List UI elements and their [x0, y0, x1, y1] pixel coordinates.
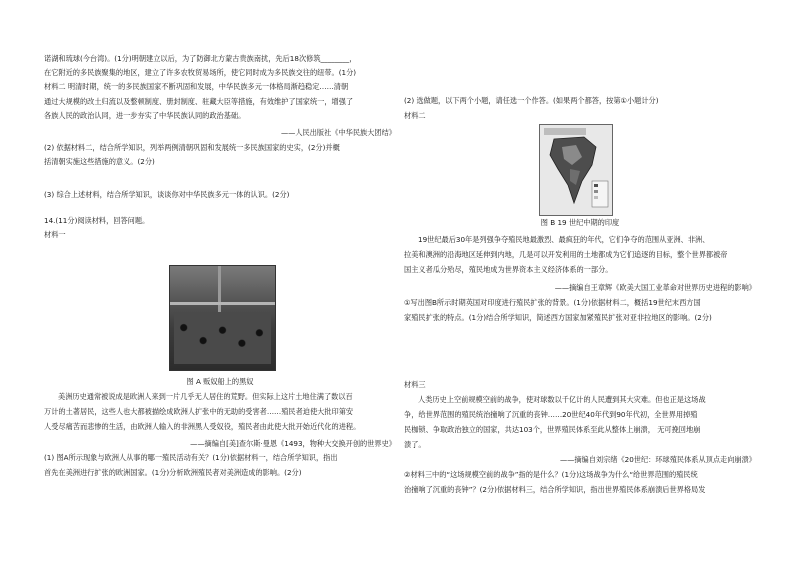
question-c2: ②材料三中的“这场规模空前的战争”指的是什么？(1分)这场战争为什么“给世界范围的殖民统 — [404, 470, 698, 479]
question-1-cont: 首先在美洲进行扩张的欧洲国家。(1分)分析欧洲殖民者对美洲造成的影响。(2分) — [44, 468, 302, 477]
material-3-label: 材料三 — [404, 380, 426, 389]
text-line: 人受尽痛苦而悲惨的生活，由欧洲人输入的非洲黑人受奴役，殖民者由此使大批开始近代化的进程。 — [44, 422, 361, 431]
question-b1: ①写出图B所示时期英国对印度进行殖民扩张的背景。(1分)依据材料二，概括19世纪末西方国 — [404, 298, 701, 307]
text-line: 材料二 明清时期，统一的多民族国家不断巩固和发展，中华民族多元一体格局渐趋稳定……清朝 — [44, 82, 349, 91]
question-14-title: 14.(11分)阅读材料，回答问题。 — [44, 216, 150, 225]
text-line: 国主义者瓜分殆尽，殖民地成为世界资本主义经济体系的一部分。 — [404, 265, 613, 274]
question-b1-cont: 家殖民扩张的特点。(1分)结合所学知识，简述西方国家加紧殖民扩张对亚非拉地区的影响。(2分) — [404, 313, 712, 322]
text-line: 人类历史上空前规模空前的战争，使对球数以千亿计的人民遭到其大灾难。但也正是这场战 — [418, 395, 706, 404]
material-1-label: 材料一 — [44, 230, 66, 239]
question-2-cont: 括清朝实施这些措施的意义。(2分) — [44, 157, 155, 166]
figure-b-caption: 图 B 19 世纪中期的印度 — [540, 218, 620, 227]
material-2-label: 材料二 — [404, 111, 426, 120]
question-1: (1) 图A所示现象与欧洲人从事的哪一殖民活动有关？(1分)依据材料一，结合所学知识，指出 — [44, 453, 338, 462]
india-map-image — [539, 124, 613, 216]
source-citation: ——人民出版社《中华民族大团结》 — [280, 128, 396, 137]
question-2: (2) 依据材料二，结合所学知识，列举两例清朝巩固和发展统一多民族国家的史实，(2分)并概 — [44, 143, 340, 152]
text-line: 民枷锁、争取政治独立的国家，共达103个，世界殖民体系至此从整体上崩溃， 无可挽回地崩 — [404, 425, 701, 434]
text-line: 诺湖和琉球(今台湾)。(1分)明朝建立以后，为了防御北方蒙古贵族南扰，先后18次修筑________， — [44, 54, 357, 63]
slave-ship-image — [169, 265, 276, 371]
text-line: 万计的土著居民，这些人也大都被描绘成欧洲人扩张中的无助的受害者……殖民者迫使大批印第安 — [44, 407, 354, 416]
choose-question: (2) 选做题，以下两个小题，请任选一个作答。(如果两个都答，按第①小题计分) — [404, 96, 659, 105]
question-c2-cont: 治撞响了沉重的丧钟”？(2分)依据材料三，结合所学知识，指出世界殖民体系崩溃后世界格局发 — [404, 485, 706, 494]
text-line: 美洲历史通常被说成是欧洲人来到一片几乎无人居住的荒野。但实际上这片土地住满了数以百 — [58, 392, 353, 401]
text-line: 各族人民的政治认同，进一步夯实了中华民族认同的政治基础。 — [44, 111, 246, 120]
text-line: 通过大规模的改土归流以及整顿制度、册封制度、驻藏大臣等措施，有效维护了国家统一，增强了 — [44, 97, 354, 106]
figure-a-caption: 图 A 贩奴船上的黑奴 — [186, 377, 254, 386]
text-line: 争，给世界范围的殖民统治撞响了沉重的丧钟……20世纪40年代到90年代初，全世界用掉殖 — [404, 410, 698, 419]
source-citation: ——摘编自王章辉《欧美大国工业革命对世界历史进程的影响》 — [554, 283, 756, 292]
text-line: 溃了。 — [404, 440, 426, 449]
source-citation: ——摘编自[美]查尔斯·曼恩《1493，物种大交换开创的世界史》 — [190, 439, 396, 448]
question-3: (3) 综合上述材料，结合所学知识，谈谈你对中华民族多元一体的认识。(2分) — [44, 190, 290, 199]
source-citation: ——摘编自刘宗绪《20世纪：环球殖民体系从顶点走向崩溃》 — [559, 455, 756, 464]
text-line: 19世纪最后30年是列强争夺殖民地最激烈、最疯狂的年代，它们争夺的范围从亚洲、非洲、 — [418, 235, 710, 244]
text-line: 在它附近的多民族聚集的地区，建立了许多农牧贸易场所，使它同时成为多民族交往的纽带。(1分) — [44, 68, 357, 77]
text-line: 拉美和澳洲的沿海地区延伸到内地，几是可以开发利用的土地都成为它们追逐的目标，整个世界都被帝 — [404, 250, 728, 259]
